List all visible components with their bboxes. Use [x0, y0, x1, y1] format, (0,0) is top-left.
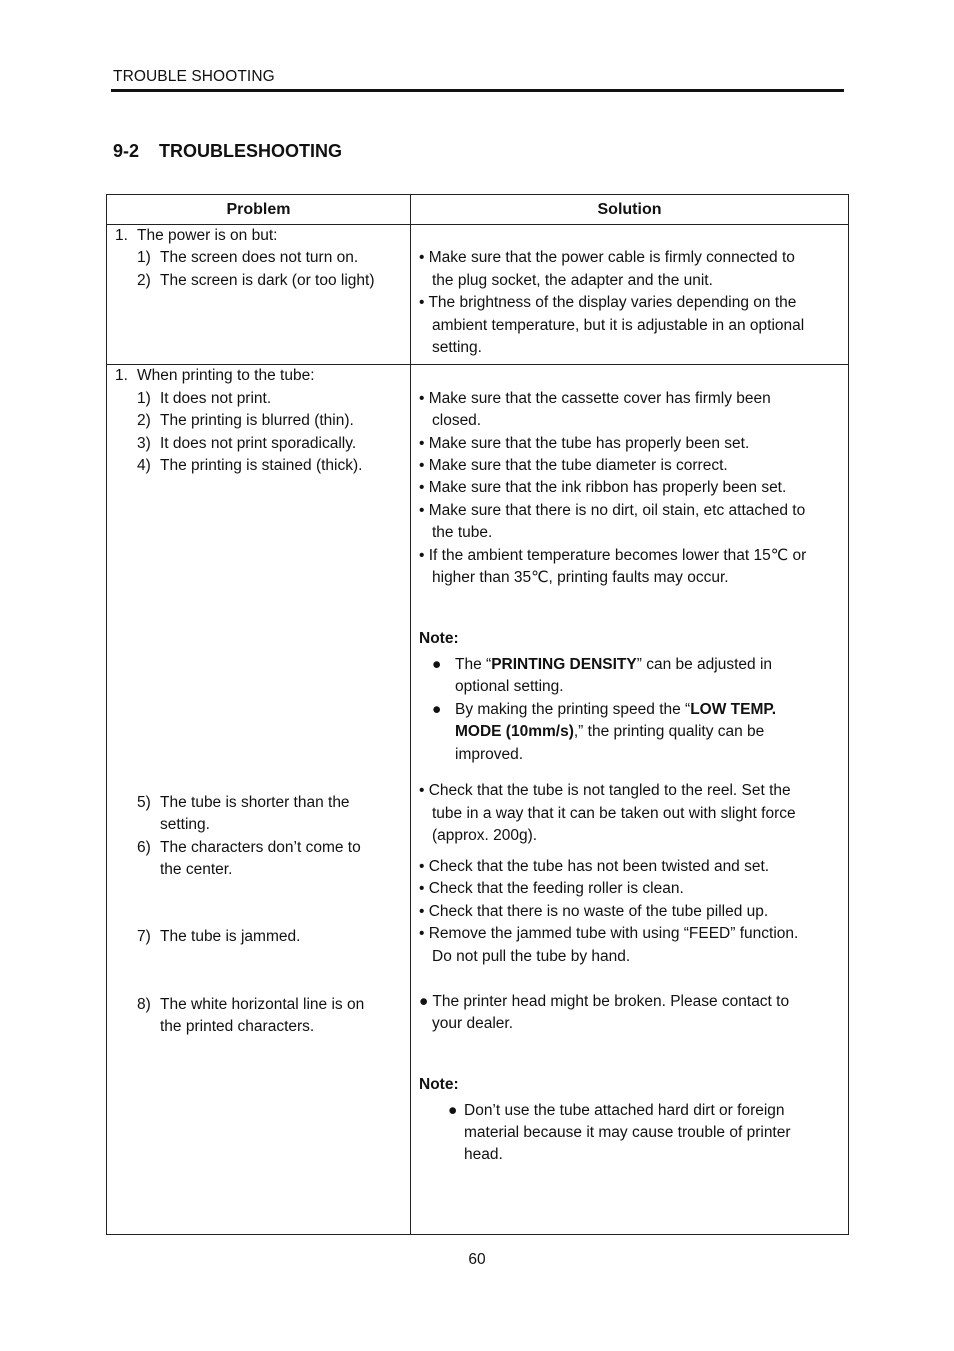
problem-subitem-number: 2) [137, 272, 151, 289]
section-heading: TROUBLESHOOTING [159, 141, 342, 161]
solution-line: setting. [432, 339, 482, 356]
problem-subitem-number: 8) [137, 996, 151, 1013]
note-line: head. [464, 1146, 503, 1163]
problem-subitem: It does not print. [160, 390, 272, 407]
note-label: Note: [419, 1076, 459, 1093]
solution-line: your dealer. [432, 1015, 513, 1032]
solution-line: • Check that there is no waste of the tube pilled up. [419, 903, 769, 920]
solution-line: closed. [432, 412, 482, 429]
solution-line: • Make sure that the power cable is firmly connected to [419, 249, 795, 266]
page-number: 60 [468, 1251, 486, 1268]
solution-line: ambient temperature, but it is adjustable in an optional [432, 317, 805, 334]
problem-item-number: 1. [115, 227, 128, 244]
solution-line: • Check that the feeding roller is clean. [419, 880, 684, 897]
solution-line: higher than 35℃, printing faults may occur. [432, 569, 729, 586]
problem-subitem: the center. [160, 861, 233, 878]
problem-subitem: The screen is dark (or too light) [160, 272, 375, 289]
solution-line: the tube. [432, 524, 493, 541]
problem-subitem-number: 6) [137, 839, 151, 856]
solution-line: the plug socket, the adapter and the unit. [432, 272, 713, 289]
note-line: optional setting. [455, 678, 564, 695]
solution-line: tube in a way that it can be taken out with slight force [432, 805, 796, 822]
solution-line: • Check that the tube is not tangled to the reel. Set the [419, 782, 791, 799]
troubleshooting-table [106, 194, 849, 1235]
problem-subitem: The screen does not turn on. [160, 249, 359, 266]
problem-subitem-number: 4) [137, 457, 151, 474]
solution-line: • Remove the jammed tube with using “FEED” function. [419, 925, 799, 942]
note-label: Note: [419, 630, 459, 647]
solution-line: • If the ambient temperature becomes lower that 15℃ or [419, 547, 807, 564]
note-line: The “PRINTING DENSITY” can be adjusted in [455, 656, 773, 673]
problem-item-number: 1. [115, 367, 128, 384]
note-bullet-icon: ● [448, 1102, 458, 1119]
note-line: material because it may cause trouble of printer [464, 1124, 791, 1141]
note-bullet-icon: ● [432, 656, 442, 673]
column-header-problem: Problem [226, 201, 291, 218]
note-line: By making the printing speed the “LOW TEMP. [455, 701, 777, 718]
note-line: MODE (10mm/s),” the printing quality can be [455, 723, 765, 740]
problem-subitem: The characters don’t come to [160, 839, 361, 856]
solution-line: ● The printer head might be broken. Please contact to [419, 993, 790, 1010]
running-header: TROUBLE SHOOTING [113, 68, 275, 85]
problem-subitem: The printing is stained (thick). [160, 457, 363, 474]
problem-subitem: The tube is jammed. [160, 928, 301, 945]
solution-line: • Make sure that the tube diameter is correct. [419, 457, 728, 474]
note-line: Don’t use the tube attached hard dirt or foreign [464, 1102, 785, 1119]
solution-line: • Check that the tube has not been twisted and set. [419, 858, 770, 875]
section-number: 9-2 [113, 141, 140, 161]
problem-intro: The power is on but: [137, 227, 278, 244]
problem-subitem-number: 5) [137, 794, 151, 811]
header-rule [111, 89, 844, 92]
problem-subitem: The white horizontal line is on [160, 996, 365, 1013]
problem-subitem: It does not print sporadically. [160, 435, 357, 452]
section-title [113, 141, 342, 162]
problem-subitem: the printed characters. [160, 1018, 315, 1035]
column-header-solution: Solution [597, 201, 662, 218]
problem-subitem-number: 1) [137, 249, 151, 266]
solution-line: • Make sure that there is no dirt, oil stain, etc attached to [419, 502, 806, 519]
note-line: improved. [455, 746, 524, 763]
solution-line: • Make sure that the tube has properly been set. [419, 435, 750, 452]
solution-line: Do not pull the tube by hand. [432, 948, 631, 965]
problem-subitem-number: 2) [137, 412, 151, 429]
solution-line: • Make sure that the cassette cover has firmly been [419, 390, 771, 407]
problem-subitem-number: 3) [137, 435, 151, 452]
solution-line: • The brightness of the display varies depending on the [419, 294, 797, 311]
problem-intro: When printing to the tube: [137, 367, 315, 384]
problem-subitem-number: 7) [137, 928, 151, 945]
column-divider [410, 195, 411, 1234]
note-bullet-icon: ● [432, 701, 442, 718]
problem-subitem: setting. [160, 816, 210, 833]
problem-subitem: The tube is shorter than the [160, 794, 350, 811]
problem-subitem: The printing is blurred (thin). [160, 412, 354, 429]
solution-line: • Make sure that the ink ribbon has properly been set. [419, 479, 787, 496]
problem-subitem-number: 1) [137, 390, 151, 407]
solution-line: (approx. 200g). [432, 827, 538, 844]
